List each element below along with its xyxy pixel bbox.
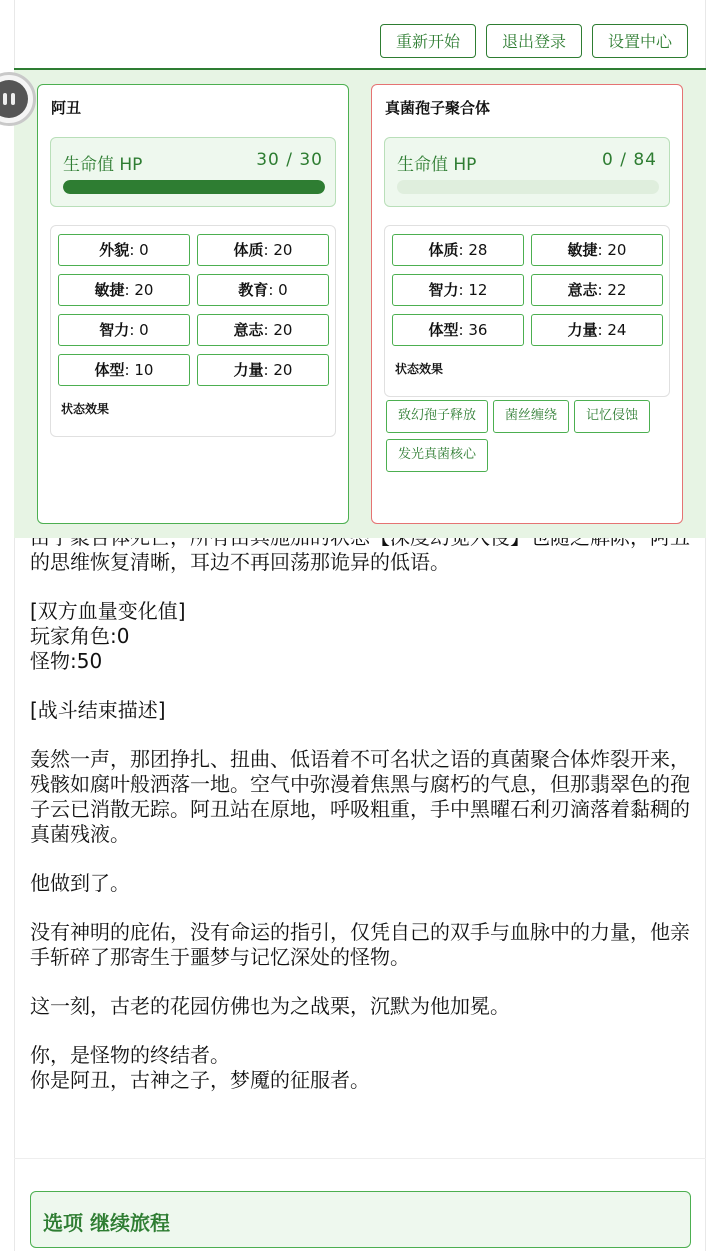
hp-change-monster: 怪物:50 [30, 649, 103, 673]
effect-tag[interactable]: 发光真菌核心 [386, 439, 488, 472]
story-ending-block [30, 1043, 695, 1093]
story-paragraph: 的思维恢复清晰，耳边不再回荡那诡异的低语。 [30, 550, 450, 574]
settings-button[interactable]: 设置中心 [592, 24, 688, 58]
enemy-card [371, 84, 683, 524]
divider [14, 1158, 706, 1159]
story-paragraph: 这一刻，古老的花园仿佛也为之战栗，沉默为他加冕。 [30, 994, 510, 1018]
enemy-stats [384, 225, 670, 397]
logout-button[interactable]: 退出登录 [486, 24, 582, 58]
pause-icon [0, 80, 28, 118]
story-line: 你是阿丑，古神之子，梦魇的征服者。 [30, 1068, 370, 1092]
story-paragraph: 没有神明的庇佑，没有命运的指引，仅凭自己的双手与血脉中的力量，他亲手斩碎了那寄生于噩梦与记忆深处的怪物。 [30, 920, 690, 969]
enemy-hp-label: 生命值 HP [397, 155, 477, 175]
enemy-hp-bar [397, 180, 659, 194]
top-toolbar [380, 24, 688, 58]
battle-end-heading: [战斗结束描述] [30, 698, 166, 722]
story-paragraph: 轰然一声，那团挣扎、扭曲、低语着不可名状之语的真菌聚合体炸裂开来，残骸如腐叶般洒落一地。空气中弥漫着焦黑与腐朽的气息，但那翡翠色的孢子云已消散无踪。阿丑站在原地，呼吸粗重，手中黑曜石利刃滴落着黏稠的真菌残液。 [30, 747, 690, 846]
stat-will: 意志: 20 [197, 314, 329, 346]
stat-strength: 力量: 24 [531, 314, 663, 346]
player-card [37, 84, 349, 524]
player-hp-box [50, 137, 336, 207]
effect-tag[interactable]: 菌丝缠绕 [493, 400, 569, 433]
choice-label: 选项 继续旅程 [43, 1211, 170, 1235]
enemy-name: 真菌孢子聚合体 [385, 99, 491, 117]
stat-constitution: 体质: 20 [197, 234, 329, 266]
player-hp-value: 30 / 30 [256, 150, 323, 170]
stat-size: 体型: 36 [392, 314, 524, 346]
story-text [30, 525, 695, 1117]
enemy-hp-box [384, 137, 670, 207]
stat-dexterity: 敏捷: 20 [531, 234, 663, 266]
hp-change-heading: [双方血量变化值] [30, 599, 186, 623]
stat-strength: 力量: 20 [197, 354, 329, 386]
effect-tag[interactable]: 记忆侵蚀 [574, 400, 650, 433]
story-paragraph: 他做到了。 [30, 871, 130, 895]
stat-intelligence: 智力: 12 [392, 274, 524, 306]
hp-change-block [30, 599, 695, 674]
enemy-effects [386, 400, 676, 472]
player-hp-bar [63, 180, 325, 194]
player-stats [50, 225, 336, 437]
stat-size: 体型: 10 [58, 354, 190, 386]
stat-will: 意志: 22 [531, 274, 663, 306]
player-hp-fill [63, 180, 325, 194]
effect-tag[interactable]: 致幻孢子释放 [386, 400, 488, 433]
player-status-title: 状态效果 [61, 402, 110, 416]
stat-appearance: 外貌: 0 [58, 234, 190, 266]
player-name: 阿丑 [51, 99, 82, 117]
stat-constitution: 体质: 28 [392, 234, 524, 266]
stat-intelligence: 智力: 0 [58, 314, 190, 346]
story-line: 你，是怪物的终结者。 [30, 1043, 230, 1067]
enemy-hp-value: 0 / 84 [602, 150, 657, 170]
stat-education: 教育: 0 [197, 274, 329, 306]
restart-button[interactable]: 重新开始 [380, 24, 476, 58]
choice-continue-button[interactable] [30, 1191, 691, 1248]
hp-change-player: 玩家角色:0 [30, 624, 130, 648]
player-hp-label: 生命值 HP [63, 155, 143, 175]
enemy-status-title: 状态效果 [395, 362, 444, 376]
stat-dexterity: 敏捷: 20 [58, 274, 190, 306]
